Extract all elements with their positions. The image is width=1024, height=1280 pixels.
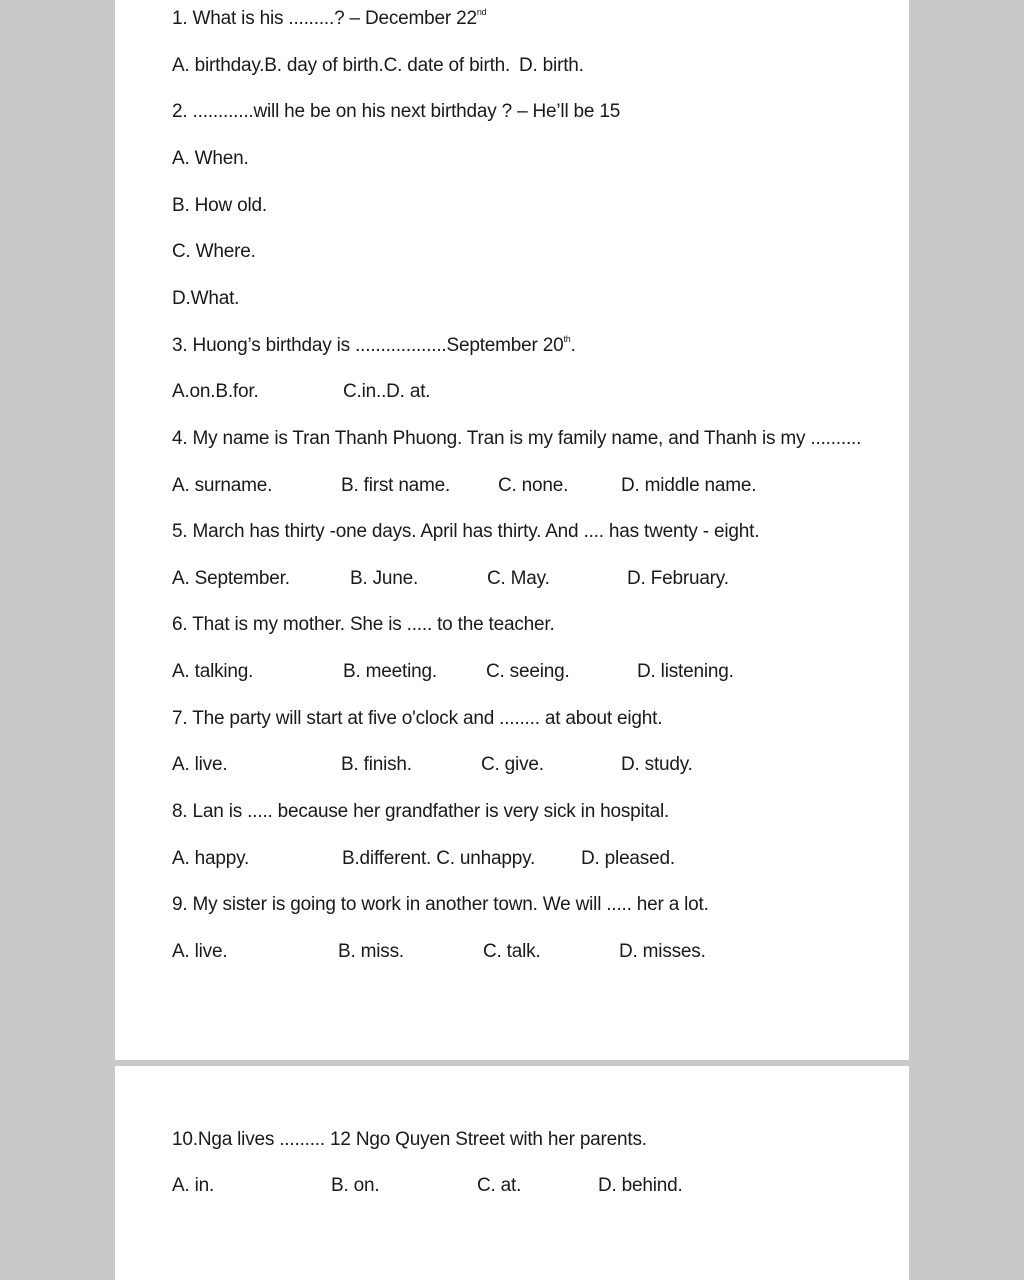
answer-option: C. seeing. [486,661,570,682]
answer-option: D. middle name. [621,475,757,496]
answer-option: A. birthday.B. day of birth.C. date of birth. [172,55,511,76]
answer-option: B.different. C. unhappy. [342,848,536,869]
answer-option: B. meeting. [343,661,437,682]
answer-option: A. in. [172,1175,215,1196]
answer-option: D. study. [621,754,693,775]
answer-option: D.What. [172,288,240,309]
answer-option: A. live. [172,941,228,962]
question-7: 7. The party will start at five o'clock and ........ at about eight. [172,708,663,729]
question-8: 8. Lan is ..... because her grandfather is very sick in hospital. [172,801,670,822]
answer-option: C. at. [477,1175,522,1196]
answer-option: A. September. [172,568,290,589]
question-6: 6. That is my mother. She is ..... to the teacher. [172,614,555,635]
answer-option: A.on.B.for. [172,381,259,402]
answer-option: C. give. [481,754,544,775]
answer-option: A. surname. [172,475,273,496]
question-9: 9. My sister is going to work in another town. We will ..... her a lot. [172,894,709,915]
answer-option: A. When. [172,148,249,169]
answer-option: C.in..D. at. [343,381,431,402]
answer-option: C. none. [498,475,569,496]
answer-option: D. pleased. [581,848,675,869]
question-1: 1. What is his .........? – December 22nd [172,7,487,29]
question-4: 4. My name is Tran Thanh Phuong. Tran is my family name, and Thanh is my .......... [172,428,862,449]
answer-option: B. June. [350,568,419,589]
answer-option: A. talking. [172,661,254,682]
question-5: 5. March has thirty -one days. April has thirty. And .... has twenty - eight. [172,521,760,542]
answer-option: B. first name. [341,475,451,496]
question-10: 10.Nga lives ......... 12 Ngo Quyen Street with her parents. [172,1129,647,1150]
worksheet-page-2 [115,1066,909,1280]
answer-option: C. talk. [483,941,541,962]
worksheet-page-1 [115,0,909,1060]
answer-option: D. misses. [619,941,706,962]
answer-option: B. on. [331,1175,380,1196]
answer-option: C. Where. [172,241,256,262]
question-3: 3. Huong’s birthday is ..................September 20th. [172,334,576,356]
answer-option: B. How old. [172,195,267,216]
answer-option: D. listening. [637,661,734,682]
answer-option: A. happy. [172,848,250,869]
question-2: 2. ............will he be on his next birthday ? – He’ll be 15 [172,101,621,122]
answer-option: B. miss. [338,941,404,962]
answer-option: C. May. [487,568,550,589]
answer-option: A. live. [172,754,228,775]
answer-option: D. February. [627,568,729,589]
answer-option: B. finish. [341,754,412,775]
answer-option: D. birth. [519,55,584,76]
answer-option: D. behind. [598,1175,683,1196]
